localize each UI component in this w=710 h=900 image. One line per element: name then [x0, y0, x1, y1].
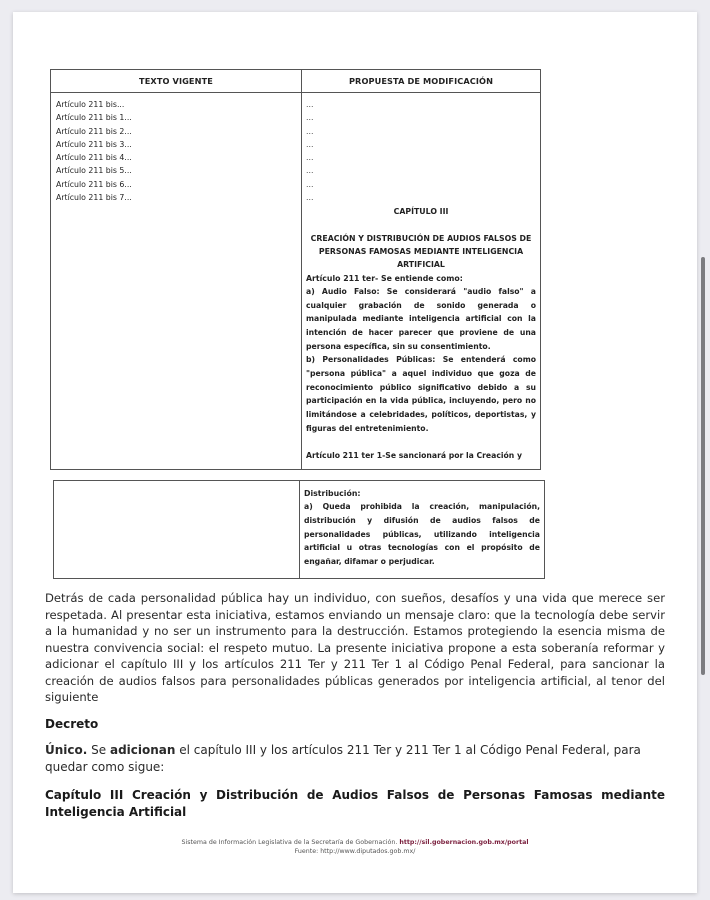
comparison-table	[50, 69, 541, 470]
ellipsis: ...	[306, 100, 314, 109]
distribucion-heading: Distribución:	[304, 489, 361, 498]
unico-se: Se	[87, 743, 110, 757]
ellipsis: ...	[306, 193, 314, 203]
chapter-title: CREACIÓN Y DISTRIBUCIÓN DE AUDIOS FALSOS DE PERSONAS FAMOSAS MEDIANTE INTELIGENCIA ARTIFICIAL	[310, 233, 532, 270]
distribucion-text: a) Queda prohibida la creación, manipulación, distribución y difusión de audios falsos de personalidades públicas, utilizando inteligencia artificial u otras tecnologías con el propósito de engañar, difamar o perjudicar.	[304, 502, 540, 567]
continuation-table	[53, 480, 545, 579]
body-paragraph: Detrás de cada personalidad pública hay un individuo, con sueños, desafíos y una vida que merece ser respetada. Al presentar esta iniciativa, estamos enviando un mensaje claro: que la tecnología debe servir a la humanidad y no ser un instrumento para la destrucción. Estamos protegiendo la esencia misma de nuestra convivencia social: el respeto mutuo. La presente iniciativa propone a esta soberanía reformar y adicionar el capítulo III y los artículos 211 Ter y 211 Ter 1 al Código Penal Federal, para sancionar la creación de audios falsos para personalidades públicas generados por inteligencia artificial, al tenor del siguiente	[45, 591, 665, 704]
definition-audio-falso: a) Audio Falso: Se considerará "audio falso" a cualquier grabación de sonido generada o manipulada mediante inteligencia artificial con la intención de hacer parecer que proviene de una persona específica, sin su consentimiento.	[306, 286, 536, 351]
ellipsis: ...	[306, 166, 314, 176]
table-header-row	[51, 70, 541, 93]
unico-label: Único.	[45, 743, 88, 757]
chapter-heading: Capítulo III Creación y Distribución de Audios Falsos de Personas Famosas mediante Inteligencia Artificial	[45, 788, 665, 819]
list-item: Artículo 211 bis 1...	[56, 113, 132, 123]
ellipsis: ...	[306, 113, 314, 123]
propuesta-cell	[302, 93, 541, 470]
footer-text: Sistema de Información Legislativa de la Secretaría de Gobernación.	[181, 839, 400, 846]
empty-left-cell	[54, 481, 300, 579]
header-propuesta: PROPUESTA DE MODIFICACIÓN	[302, 70, 541, 93]
ellipsis: ...	[306, 126, 314, 136]
ellipsis: ...	[306, 179, 314, 189]
table-row	[51, 93, 541, 470]
list-item: Artículo 211 bis...	[56, 100, 125, 109]
sil-portal-link[interactable]: http://sil.gobernacion.gob.mx/portal	[399, 839, 529, 846]
scrollbar-thumb[interactable]	[701, 257, 705, 675]
article-211-ter-1: Artículo 211 ter 1-Se sancionará por la Creación y	[306, 450, 522, 460]
list-item: Artículo 211 bis 6...	[56, 179, 132, 189]
header-texto-vigente: TEXTO VIGENTE	[51, 70, 302, 93]
chapter-label: CAPÍTULO III	[393, 207, 449, 217]
texto-vigente-cell	[51, 93, 302, 470]
distribucion-cell	[300, 481, 545, 579]
unico-paragraph	[45, 742, 665, 775]
footer-source: Fuente: http://www.diputados.gob.mx/	[294, 848, 416, 855]
footer-line-1	[0, 838, 710, 847]
article-211-ter: Artículo 211 ter- Se entiende como:	[306, 273, 463, 283]
list-item: Artículo 211 bis 4...	[56, 153, 132, 163]
ellipsis: ...	[306, 153, 314, 163]
decreto-heading: Decreto	[45, 717, 99, 731]
list-item: Artículo 211 bis 5...	[56, 166, 132, 176]
list-item: Artículo 211 bis 2...	[56, 126, 132, 136]
table-row	[54, 481, 545, 579]
list-item: Artículo 211 bis 7...	[56, 193, 132, 203]
unico-rest: el capítulo III y los artículos 211 Ter y 211 Ter 1 al Código Penal Federal, para quedar como sigue:	[45, 743, 641, 774]
ellipsis: ...	[306, 139, 314, 149]
unico-verb: adicionan	[109, 743, 176, 757]
definition-personalidades-publicas: b) Personalidades Públicas: Se entenderá como "persona pública" a aquel individuo que goza de reconocimiento público significativo debido a su participación en la vida pública, incluyendo, pero no limitándose a celebridades, políticos, deportistas, y figuras del entretenimiento.	[306, 355, 536, 433]
list-item: Artículo 211 bis 3...	[56, 139, 132, 149]
